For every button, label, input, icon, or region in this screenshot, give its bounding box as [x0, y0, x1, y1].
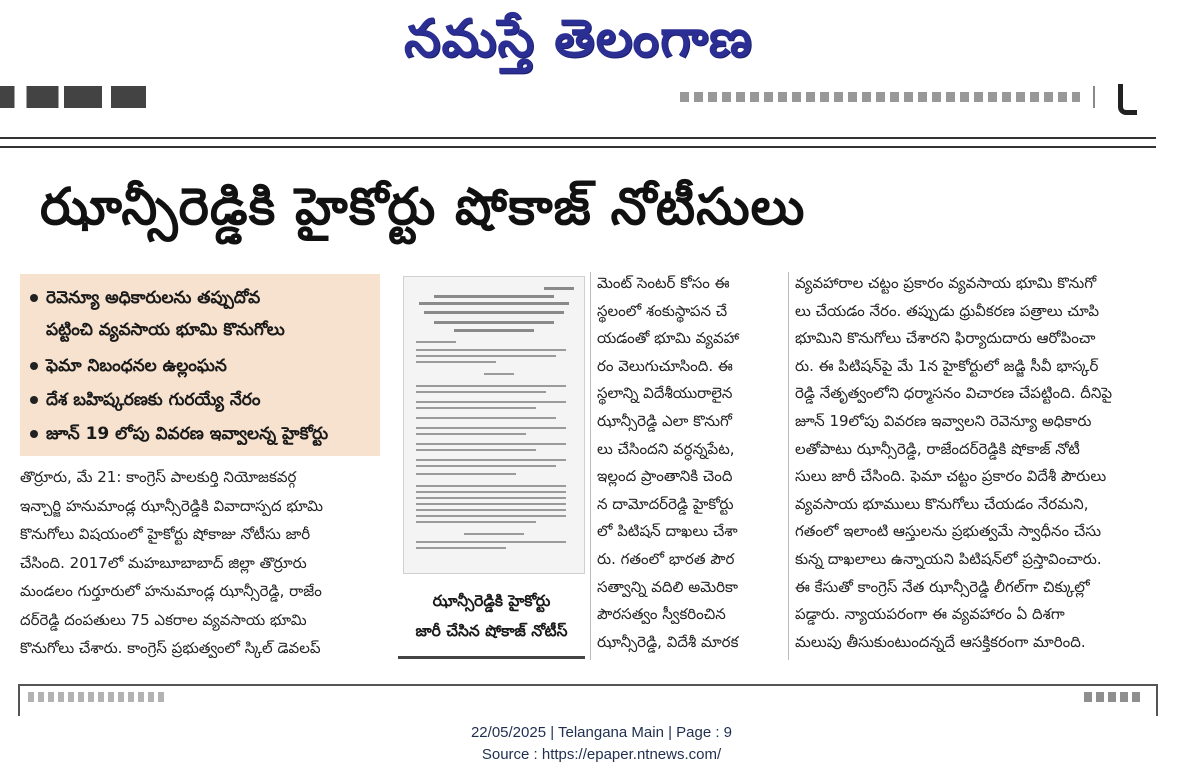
- article-text-line: ఝాన్సీరెడ్డి, విదేశీ మారక: [597, 632, 739, 651]
- article-text-line: గతంలో ఇలాంటి ఆస్తులను ప్రభుత్వమే స్వాధీనం చేసు: [795, 522, 1102, 541]
- source-link[interactable]: Source : https://epaper.ntnews.com/: [481, 746, 722, 763]
- headline: ఝాన్సీరెడ్డికి హైకోర్టు షోకాజ్ నోటీసులు: [40, 178, 806, 237]
- article-text-line: భూమిని కొనుగోలు చేశారని ఫిర్యాదుదారు ఆరోపించా: [795, 329, 1096, 348]
- article-text-line: పౌరసత్వం స్వీకరించిన: [597, 605, 726, 624]
- cropped-section-title: [0, 86, 146, 108]
- bullet-icon: [30, 430, 38, 438]
- article-text-line: వ్యవహారాల చట్టం ప్రకారం వ్యవసాయ భూమి కొనుగో: [795, 274, 1097, 292]
- header-rule: [0, 137, 1156, 148]
- article-text-line: లో పిటిషన్ దాఖలు చేశా: [597, 522, 738, 541]
- article-text-line: కున్న దాఖలాలు ఉన్నాయని పిటిషన్‌లో ప్రస్తావించారు.: [795, 550, 1102, 568]
- cropped-dateline: [680, 92, 1080, 102]
- highlight-item: రెవెన్యూ అధికారులను తప్పుదోవ: [30, 288, 260, 312]
- column-divider: [590, 272, 591, 660]
- article-text-line: పడ్డారు. న్యాయపరంగా ఈ వ్యవహారం ఏ దిశగా: [795, 605, 1065, 624]
- article-text-line: వ్యవసాయ భూములు కొనుగోలు చేయడం నేరమని,: [795, 494, 1089, 513]
- article-text-line: లు చేసిందని వర్ధన్నపేట,: [597, 439, 735, 458]
- bullet-icon: [30, 294, 38, 302]
- article-text-line: చేసింది. 2017లో మహబూబాబాద్ జిల్లా తొర్రూరు: [20, 553, 307, 572]
- article-text-line: తొర్రూరు, మే 21: కాంగ్రెస్ పాలకుర్తి నియోజకవర్గ: [20, 468, 297, 486]
- article-text-line: రు. ఈ పిటిషన్‌పై మే 1న హైకోర్టులో జడ్జి సీవీ భాస్కర్: [795, 356, 1099, 375]
- article-text-line: ఇల్లంద ప్రాంతానికి చెంది: [597, 467, 733, 486]
- divider: [1093, 86, 1095, 108]
- highlight-item: దేశ బహిష్కరణకు గురయ్యే నేరం: [30, 390, 261, 414]
- article-text-line: దర్‌రెడ్డి దంపతులు 75 ఎకరాల వ్యవసాయ భూమి: [20, 610, 307, 629]
- masthead: [0, 0, 1203, 80]
- caption-line: జారీ చేసిన షోకాజ్ నోటీస్: [415, 622, 568, 640]
- next-article-edge: [18, 684, 1158, 716]
- article-text-line: ఈ కేసుతో కాంగ్రెస్ నేత ఝాన్సీరెడ్డి లీగల్‌గా చిక్కుల్లో: [795, 577, 1090, 596]
- article-text-line: మెంట్ సెంటర్ కోసం ఈ: [597, 274, 730, 292]
- article-text-line: మండలం గుర్తూరులో హనుమాండ్ల ఝాన్సీరెడ్డి, రాజేం: [20, 582, 322, 600]
- highlight-item-continued: పట్టించి వ్యవసాయ భూమి కొనుగోలు: [46, 320, 285, 340]
- highlight-item: జూన్ 19 లోపు వివరణ ఇవ్వాలన్న హైకోర్టు: [30, 424, 328, 448]
- court-notice-image: [403, 276, 585, 574]
- bullet-icon: [30, 362, 38, 370]
- bullet-icon: [30, 396, 38, 404]
- highlight-item: ఫెమా నిబంధనల ఉల్లంఘన: [30, 356, 227, 380]
- cropped-header-strip: [0, 80, 1160, 112]
- article-text-line: రు. గతంలో భారత పౌర: [597, 550, 735, 568]
- column-divider: [788, 272, 789, 660]
- article-column-1: [20, 464, 382, 664]
- edition-info: 22/05/2025 | Telangana Main | Page : 9: [470, 724, 733, 741]
- article-text-line: యడంతో భూమి వ్యవహా: [597, 329, 740, 348]
- article-column-3: [597, 270, 783, 660]
- highlights-box: [20, 274, 380, 456]
- page-number-glyph: [1118, 84, 1137, 115]
- article-column-4: [795, 270, 1155, 660]
- article-text-line: ఇన్చార్జి హనుమాండ్ల ఝాన్సీరెడ్డికి వివాదాస్పద భూమి: [20, 496, 324, 515]
- article-text-line: స్థలంలో శంకుస్థాపన చే: [597, 301, 728, 320]
- article-text-line: న దామోదర్‌రెడ్డి హైకోర్టు: [597, 494, 734, 513]
- article-text-line: కొనుగోలు చేశారు. కాంగ్రెస్ ప్రభుత్వంలో స్కిల్ డెవలప్: [20, 639, 321, 657]
- article-text-line: రెడ్డి నేతృత్వంలోని ధర్మాసనం విచారణ చేపట్టింది. దీనిపై: [795, 384, 1113, 403]
- article-text-line: రం వెలుగుచూసింది. ఈ: [597, 356, 733, 375]
- article-text-line: లు చేయడం నేరం. తప్పుడు ధ్రువీకరణ పత్రాలు చూపి: [795, 301, 1099, 320]
- article-text-line: సులు జారీ చేసింది. ఫెమా చట్టం ప్రకారం విదేశీ పౌరులు: [795, 467, 1107, 486]
- article-text-line: లతోపాటు ఝాన్సీరెడ్డి, రాజేందర్‌రెడ్డికి షోకాజ్ నోటీ: [795, 439, 1080, 458]
- article-text-line: జూన్ 19లోపు వివరణ ఇవ్వాలని రెవెన్యూ అధికారు: [795, 412, 1092, 430]
- article-text-line: ఝాన్సీరెడ్డి ఎలా కొనుగో: [597, 412, 732, 430]
- article-text-line: మలుపు తీసుకుంటుందన్నదే ఆసక్తికరంగా మారింది.: [795, 632, 1086, 651]
- newspaper-logo: నమస్తే తెలంగాణ: [404, 9, 753, 69]
- photo-caption: [398, 588, 585, 659]
- article-text-line: స్థలాన్ని విదేశీయురాలైన: [597, 384, 733, 403]
- caption-line: ఝాన్సీరెడ్డికి హైకోర్టు: [432, 592, 551, 610]
- article-text-line: కొనుగోలు విషయంలో హైకోర్టు షోకాజు నోటీసు జారీ: [20, 525, 311, 543]
- article-text-line: సత్వాన్ని వదిలి అమెరికా: [597, 577, 738, 596]
